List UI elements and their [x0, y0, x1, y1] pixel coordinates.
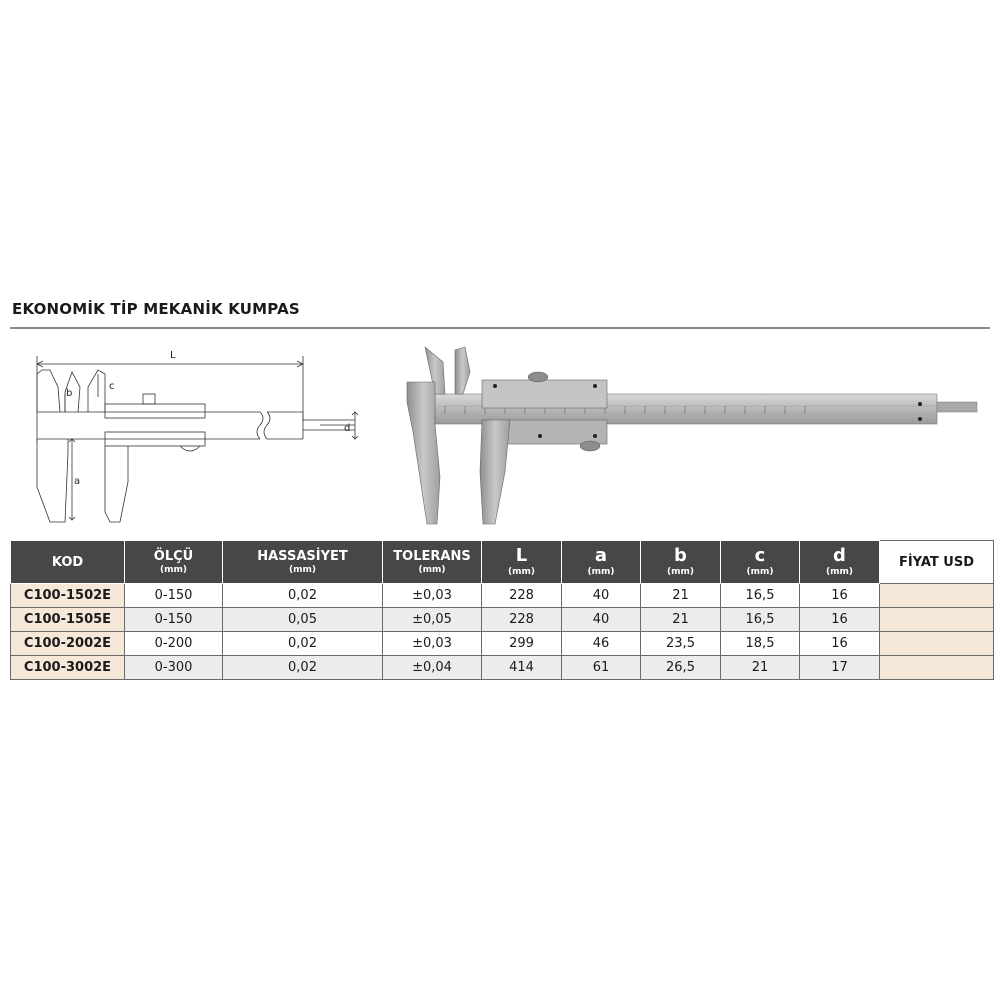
cell-a: 46 [562, 632, 641, 656]
dimension-label-a: a [74, 476, 81, 487]
cell-tolerans: ±0,03 [383, 632, 482, 656]
header-d: d (mm) [800, 541, 880, 584]
cell-fiyat [880, 656, 994, 680]
header-tolerans: TOLERANS (mm) [383, 541, 482, 584]
cell-L: 228 [482, 608, 562, 632]
cell-tolerans: ±0,04 [383, 656, 482, 680]
cell-b: 21 [641, 584, 721, 608]
cell-b: 23,5 [641, 632, 721, 656]
header-b: b (mm) [641, 541, 721, 584]
header-c: c (mm) [721, 541, 800, 584]
cell-hassasiyet: 0,05 [223, 608, 383, 632]
header-kod: KOD [11, 541, 125, 584]
header-fiyat-usd: FİYAT USD [880, 541, 994, 584]
cell-olcu: 0-150 [125, 584, 223, 608]
cell-d: 16 [800, 632, 880, 656]
dimension-label-c: c [109, 381, 115, 392]
cell-c: 18,5 [721, 632, 800, 656]
dimension-label-d: d [344, 423, 351, 434]
caliper-dimension-diagram [10, 342, 370, 532]
cell-L: 299 [482, 632, 562, 656]
table-header-row [11, 541, 994, 584]
caliper-product-image [395, 342, 980, 527]
table-row [11, 656, 994, 680]
cell-olcu: 0-150 [125, 608, 223, 632]
cell-kod: C100-3002E [11, 656, 125, 680]
cell-d: 17 [800, 656, 880, 680]
table-row [11, 584, 994, 608]
cell-olcu: 0-200 [125, 632, 223, 656]
cell-L: 228 [482, 584, 562, 608]
cell-kod: C100-1505E [11, 608, 125, 632]
header-a: a (mm) [562, 541, 641, 584]
cell-a: 61 [562, 656, 641, 680]
cell-fiyat [880, 632, 994, 656]
dimension-label-b: b [66, 388, 73, 399]
dimension-label-L: L [170, 350, 176, 361]
cell-c: 21 [721, 656, 800, 680]
header-L: L (mm) [482, 541, 562, 584]
title-divider [10, 327, 990, 329]
cell-c: 16,5 [721, 608, 800, 632]
cell-b: 21 [641, 608, 721, 632]
cell-d: 16 [800, 608, 880, 632]
header-olcu: ÖLÇÜ (mm) [125, 541, 223, 584]
table-row [11, 632, 994, 656]
specification-table [10, 540, 994, 680]
cell-tolerans: ±0,05 [383, 608, 482, 632]
cell-hassasiyet: 0,02 [223, 584, 383, 608]
table-row [11, 608, 994, 632]
header-hassasiyet: HASSASİYET (mm) [223, 541, 383, 584]
cell-olcu: 0-300 [125, 656, 223, 680]
cell-d: 16 [800, 584, 880, 608]
cell-tolerans: ±0,03 [383, 584, 482, 608]
cell-fiyat [880, 584, 994, 608]
cell-hassasiyet: 0,02 [223, 632, 383, 656]
cell-kod: C100-2002E [11, 632, 125, 656]
cell-L: 414 [482, 656, 562, 680]
cell-hassasiyet: 0,02 [223, 656, 383, 680]
cell-b: 26,5 [641, 656, 721, 680]
page-title: EKONOMİK TİP MEKANİK KUMPAS [12, 300, 300, 318]
cell-a: 40 [562, 608, 641, 632]
cell-a: 40 [562, 584, 641, 608]
cell-kod: C100-1502E [11, 584, 125, 608]
cell-fiyat [880, 608, 994, 632]
cell-c: 16,5 [721, 584, 800, 608]
